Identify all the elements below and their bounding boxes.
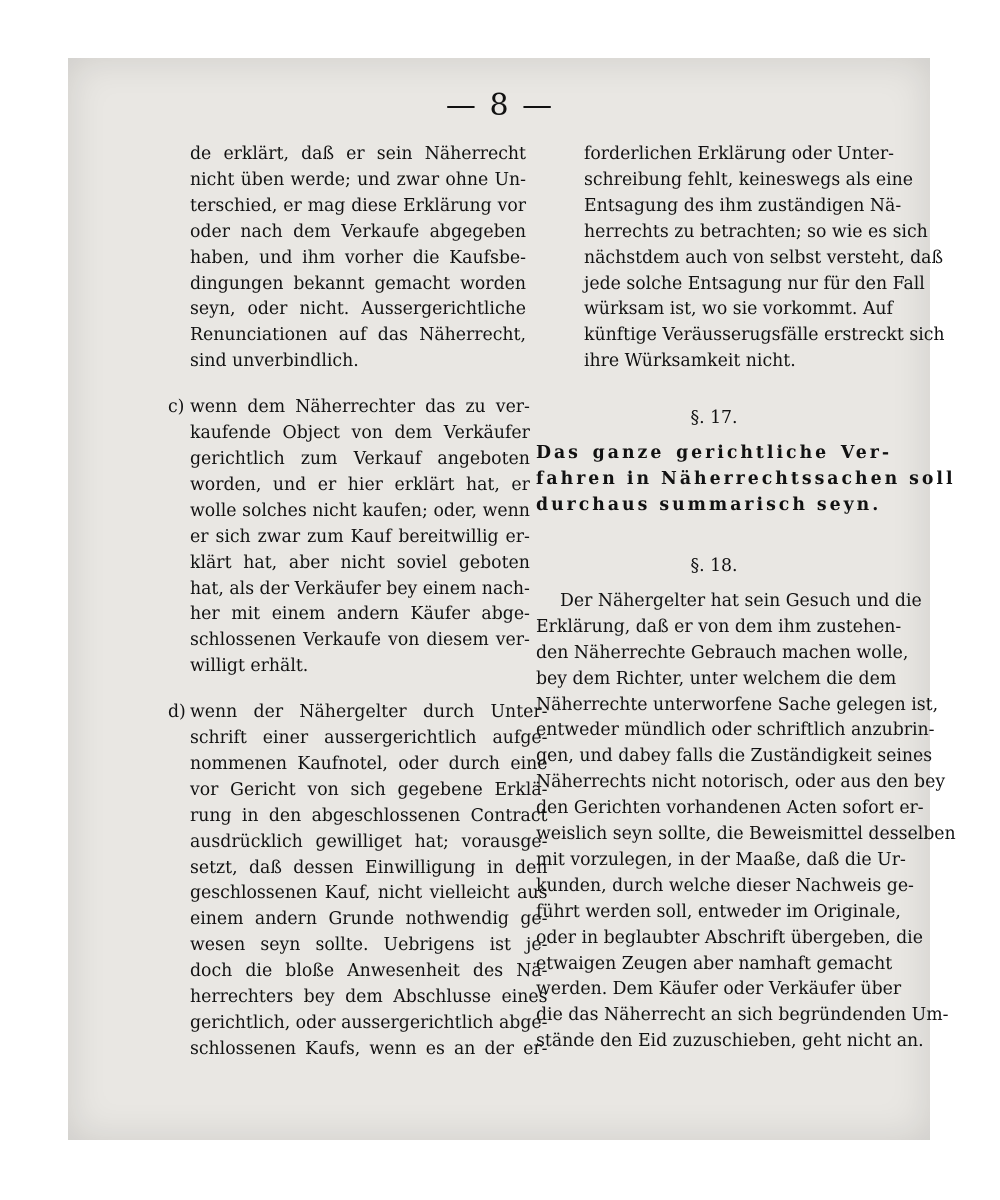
text-line: weislich seyn sollte, die Beweismittel desselben <box>536 824 956 845</box>
text-line: herrechts zu betrachten; so wie es sich <box>584 221 928 242</box>
section-17-heading: §. 17. <box>690 408 738 429</box>
text-line: geschlossenen Kauf, nicht vielleicht aus <box>190 883 548 904</box>
section-18-heading: §. 18. <box>690 555 738 576</box>
left-intro-paragraph <box>190 142 526 375</box>
text-line: dingungen bekannt gemacht worden <box>190 273 526 294</box>
text-line: werden. Dem Käufer oder Verkäufer über <box>536 979 902 1000</box>
list-item-body <box>190 700 547 1063</box>
text-line: oder nach dem Verkaufe abgegeben <box>190 221 526 242</box>
text-line: kunden, durch welche dieser Nachweis ge- <box>536 875 914 896</box>
section-18-paragraph <box>536 589 956 1055</box>
text-line: künftige Veräusserugsfälle erstreckt sich <box>584 325 945 346</box>
text-line: wolle solches nicht kaufen; oder, wenn <box>190 500 530 521</box>
text-line: terschied, er mag diese Erklärung vor <box>190 195 526 216</box>
text-line: einem andern Grunde nothwendig ge- <box>190 909 548 930</box>
text-line: her mit einem andern Käufer abge- <box>190 604 530 625</box>
text-line: jede solche Entsagung nur für den Fall <box>584 273 925 294</box>
text-line: wenn dem Näherrechter das zu ver- <box>190 397 530 418</box>
text-line: führt werden soll, entweder im Originale, <box>536 901 901 922</box>
text-line: gen, und dabey falls die Zuständigkeit seines <box>536 746 933 767</box>
text-line: nommenen Kaufnotel, oder durch eine <box>190 753 548 774</box>
list-item-label: d) <box>168 702 186 723</box>
text-line: Näherrechts nicht notorisch, oder aus den bey <box>536 772 946 793</box>
text-line: vor Gericht von sich gegebene Erklä- <box>190 779 548 800</box>
text-line: schlossenen Verkaufe von diesem ver- <box>190 630 530 651</box>
left-column <box>168 142 548 1063</box>
text-line: durchaus summarisch seyn. <box>536 494 882 515</box>
list-item-d <box>168 700 548 1063</box>
text-line: worden, und er hier erklärt hat, er <box>190 474 530 495</box>
text-line: herrechters bey dem Abschlusse eines <box>190 987 548 1008</box>
text-line: entweder mündlich oder schriftlich anzubrin- <box>536 720 935 741</box>
text-line: Renunciationen auf das Näherrecht, <box>190 325 526 346</box>
list-item-c <box>168 395 530 680</box>
text-line: die das Näherrecht an sich begründenden Um- <box>536 1005 949 1026</box>
text-line: ihre Würksamkeit nicht. <box>584 351 796 372</box>
text-line: gerichtlich, oder aussergerichtlich abge- <box>190 1013 548 1033</box>
text-line: rung in den abgeschlossenen Contract <box>190 805 548 826</box>
text-line: bey dem Richter, unter welchem die dem <box>536 668 897 689</box>
list-item-body <box>190 395 530 680</box>
text-line: Der Nähergelter hat sein Gesuch und die <box>560 590 922 611</box>
text-line: Erklärung, daß er von dem ihm zustehen- <box>536 616 902 637</box>
page-number: — 8 — <box>445 88 555 123</box>
right-intro-paragraph <box>536 142 945 375</box>
text-line: schlossenen Kaufs, wenn es an der er- <box>190 1038 548 1059</box>
text-line: den Näherrechte Gebrauch machen wolle, <box>536 642 909 663</box>
text-line: setzt, daß dessen Einwilligung in den <box>190 857 548 878</box>
section-17-title <box>536 441 956 519</box>
text-line: ausdrücklich gewilliget hat; vorausge- <box>190 831 548 852</box>
text-line: haben, und ihm vorher die Kaufsbe- <box>190 247 526 268</box>
text-line: wesen seyn sollte. Uebrigens ist je- <box>190 935 548 956</box>
text-line: sind unverbindlich. <box>190 351 359 372</box>
text-line: gerichtlich zum Verkauf angeboten <box>190 448 530 469</box>
text-line: stände den Eid zuzuschieben, geht nicht an. <box>536 1031 924 1052</box>
text-line: schreibung fehlt, keineswegs als eine <box>584 169 913 190</box>
text-line: willigt erhält. <box>190 656 309 677</box>
text-line: wenn der Nähergelter durch Unter- <box>190 702 548 723</box>
text-line: Näherrechte unterworfene Sache gelegen ist, <box>536 694 939 715</box>
text-line: hat, als der Verkäufer bey einem nach- <box>190 578 530 599</box>
text-line: würksam ist, wo sie vorkommt. Auf <box>584 299 893 320</box>
text-line: seyn, oder nicht. Aussergerichtliche <box>190 299 526 320</box>
text-line: nächstdem auch von selbst versteht, daß <box>584 247 943 268</box>
text-line: forderlichen Erklärung oder Unter- <box>584 144 894 164</box>
text-line: fahren in Näherrechtssachen soll <box>536 469 956 490</box>
text-line: mit vorzulegen, in der Maaße, daß die Ur- <box>536 849 906 870</box>
list-item-label: c) <box>168 397 185 418</box>
text-line: er sich zwar zum Kauf bereitwillig er- <box>190 526 530 547</box>
text-line: Entsagung des ihm zuständigen Nä- <box>584 195 902 216</box>
text-line: oder in beglaubter Abschrift übergeben, die <box>536 927 923 948</box>
text-line: schrift einer aussergerichtlich aufge- <box>190 728 548 749</box>
text-line: kaufende Object von dem Verkäufer <box>190 423 530 444</box>
right-column <box>536 142 956 1055</box>
text-line: nicht üben werde; und zwar ohne Un- <box>190 169 526 190</box>
text-line: klärt hat, aber nicht soviel geboten <box>190 552 530 573</box>
text-line: Das ganze gerichtliche Ver- <box>536 443 892 464</box>
text-line: etwaigen Zeugen aber namhaft gemacht <box>536 953 893 974</box>
text-line: de erklärt, daß er sein Näherrecht <box>190 144 526 164</box>
text-line: den Gerichten vorhandenen Acten sofort er- <box>536 798 924 819</box>
text-line: doch die bloße Anwesenheit des Nä- <box>190 961 548 982</box>
